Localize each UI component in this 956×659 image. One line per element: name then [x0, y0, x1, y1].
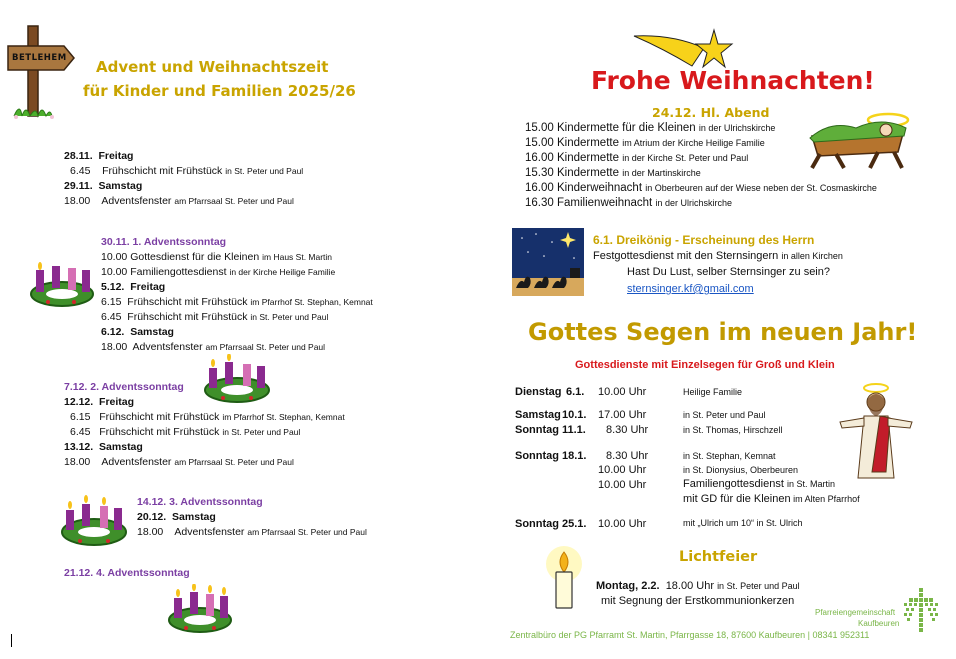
blessing-date: 25.1. [562, 518, 587, 530]
advent-wreath-1-icon [28, 258, 96, 308]
entry-date: 13.12. Samstag [64, 441, 143, 453]
blessing-date: 11.1. [562, 424, 586, 436]
advent-sunday: 14.12. 3. Adventssonntag [137, 496, 263, 508]
advent-sunday: 30.11. 1. Adventssonntag [101, 236, 227, 248]
lichtfeier-line1: Montag, 2.2. 18.00 Uhr in St. Peter und Paul [596, 580, 800, 592]
blessing-time: 10.00 Uhr [598, 479, 647, 491]
manger-illustration [806, 108, 910, 170]
blessing-time: 8.30 Uhr [606, 450, 649, 462]
entry-date: 20.12. Samstag [137, 511, 216, 523]
footer-contact: Zentralbüro der PG Pfarramt St. Martin, Pfarrgasse 18, 87600 Kaufbeuren | 08341 952311 [510, 630, 870, 640]
entry-date: 12.12. Freitag [64, 396, 135, 408]
entry: 6.45 Frühschicht mit Frühstück in St. Peter und Paul [101, 311, 329, 323]
text-cursor [11, 634, 12, 647]
left-title-line1: Advent und Weihnachtszeit [96, 58, 329, 76]
blessing-day: Dienstag [515, 386, 562, 398]
epiphany-title: 6.1. Dreikönig - Erscheinung des Herrn [593, 233, 815, 247]
blessing-date: 18.1. [562, 450, 587, 462]
blessing-date: 6.1. [566, 386, 585, 398]
entry-date: 28.11. Freitag [64, 150, 134, 162]
blessing-location: in St. Thomas, Hirschzell [683, 425, 783, 435]
blessing-time: 10.00 Uhr [598, 464, 647, 476]
signpost-label: BETLEHEM [12, 53, 67, 63]
blessing-date: 10.1. [562, 409, 587, 421]
entry: 18.00 Adventsfenster am Pfarrsaal St. Peter und Paul [64, 195, 294, 207]
christmas-eve-entry: 16.00 Kindermette in der Kirche St. Peter und Paul [525, 152, 749, 164]
blessing-time: 8.30 Uhr [606, 424, 649, 436]
advent-wreath-4-icon [166, 584, 234, 634]
blessing-day: Sonntag [515, 424, 559, 436]
parish-cross-logo-icon [904, 588, 940, 636]
lichtfeier-line2: mit Segnung der Erstkommunionkerzen [601, 595, 795, 607]
epiphany-line1: Festgottesdienst mit den Sternsingern in allen Kirchen [593, 250, 843, 262]
entry: 18.00 Adventsfenster am Pfarrsaal St. Peter und Paul [137, 526, 367, 538]
christmas-eve-entry: 16.30 Familienweihnacht in der Ulrichskirche [525, 197, 732, 209]
blessing-location: in St. Dionysius, Oberbeuren [683, 465, 799, 475]
christmas-heading: Frohe Weihnachten! [591, 66, 875, 95]
entry-date: 5.12. Freitag [101, 281, 166, 293]
blessing-day: Sonntag [515, 518, 559, 530]
signpost-illustration [4, 20, 76, 124]
advent-wreath-2-icon [201, 354, 273, 404]
advent-wreath-3-icon [58, 494, 130, 548]
entry-date: 29.11. Samstag [64, 180, 143, 192]
entry: 10.00 Familiengottesdienst in der Kirche Heilige Familie [101, 266, 336, 278]
blessing-location: Heilige Familie [683, 387, 743, 397]
candle-icon [540, 544, 588, 612]
entry-date: 6.12. Samstag [101, 326, 174, 338]
christmas-eve-entry: 15.00 Kindermette für die Kleinen in der Ulrichskirche [525, 122, 776, 134]
advent-sunday: 21.12. 4. Adventssonntag [64, 567, 190, 579]
blessing-time: 10.00 Uhr [598, 386, 647, 398]
sternsinger-email-link[interactable]: sternsinger.kf@gmail.com [627, 283, 754, 295]
entry: 6.15 Frühschicht mit Frühstück im Pfarrhof St. Stephan, Kemnat [70, 411, 345, 423]
entry: 18.00 Adventsfenster am Pfarrsaal St. Peter und Paul [64, 456, 294, 468]
blessing-time: 17.00 Uhr [598, 409, 647, 421]
blessing-location: in St. Peter und Paul [683, 410, 766, 420]
blessing-subtitle: Gottesdienste mit Einzelsegen für Groß und Klein [575, 359, 835, 371]
entry: 6.45 Frühschicht mit Frühstück in St. Peter und Paul [70, 426, 301, 438]
epiphany-line2: Hast Du Lust, selber Sternsinger zu sein? [627, 266, 830, 278]
christmas-eve-title: 24.12. Hl. Abend [652, 105, 770, 120]
entry: 6.15 Frühschicht mit Frühstück im Pfarrhof St. Stephan, Kemnat [101, 296, 373, 308]
blessing-location: mit GD für die Kleinen im Alten Pfarrhof [683, 493, 860, 505]
entry: 6.45 Frühschicht mit Frühstück in St. Peter und Paul [70, 165, 304, 177]
blessing-title: Gottes Segen im neuen Jahr! [528, 318, 918, 346]
blessing-day: Sonntag [515, 450, 559, 462]
blessing-location: in St. Stephan, Kemnat [683, 451, 776, 461]
left-title-line2: für Kinder und Familien 2025/26 [83, 82, 356, 100]
advent-sunday: 7.12. 2. Adventssonntag [64, 381, 184, 393]
logo-text-line2: Kaufbeuren [858, 619, 900, 628]
blessing-location: Familiengottesdienst in St. Martin [683, 478, 835, 490]
logo-text-line1: Pfarreiengemeinschaft [815, 608, 896, 617]
jesus-illustration [836, 382, 916, 482]
christmas-eve-entry: 16.00 Kinderweihnacht in Oberbeuren auf der Wiese neben der St. Cosmaskirche [525, 182, 877, 194]
entry: 10.00 Gottesdienst für die Kleinen im Haus St. Martin [101, 251, 333, 263]
three-kings-illustration [512, 228, 584, 296]
blessing-time: 10.00 Uhr [598, 518, 647, 530]
christmas-eve-entry: 15.30 Kindermette in der Martinskirche [525, 167, 701, 179]
christmas-eve-entry: 15.00 Kindermette im Atrium der Kirche Heilige Familie [525, 137, 765, 149]
blessing-day: Samstag [515, 409, 561, 421]
blessing-location: mit „Ulrich um 10“ in St. Ulrich [683, 518, 803, 528]
lichtfeier-title: Lichtfeier [679, 549, 758, 565]
entry: 18.00 Adventsfenster am Pfarrsaal St. Peter und Paul [101, 341, 326, 353]
